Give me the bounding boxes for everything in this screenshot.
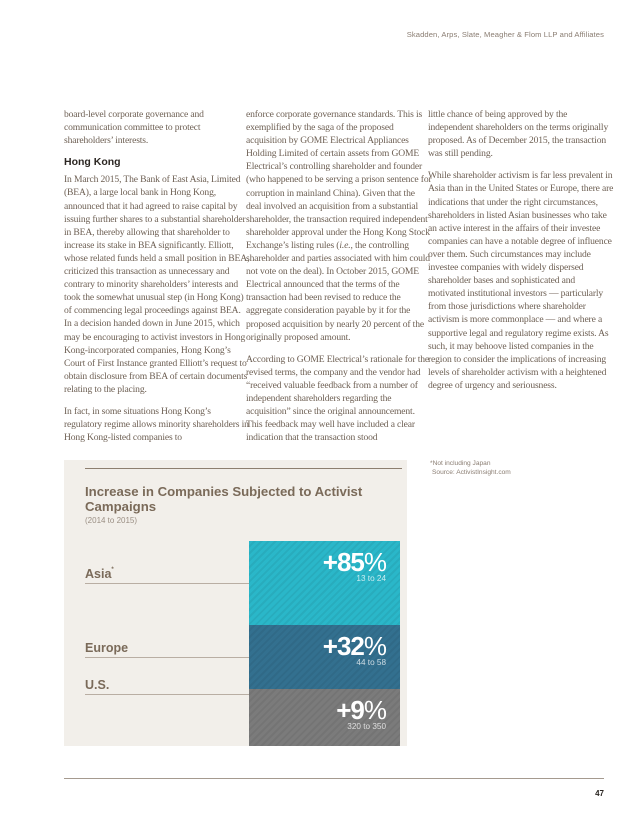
percent-sign: % xyxy=(363,695,386,725)
paragraph: little chance of being approved by the independent shareholders on the terms originally proposed. As of December 2015, the transaction was still pending. xyxy=(428,109,609,160)
text-run: enforce corporate governance standards. This is exemplified by the saga of the proposed acquisition by GOME Electrical Appliances Holding Limited of certain assets from GOME Electrical’s controlling shareholder and founder (who happened to be serving a prison sentence for corruption in mainland China). Given that the deal involved an acquisition from a substantial shareholder, the transaction required independent shareholder approval under the Hong Kong Stock Exchange’s listing rules ( xyxy=(246,109,432,251)
region-name: U.S. xyxy=(85,678,110,692)
percent-value: +32 xyxy=(322,631,364,661)
paragraph: board-level corporate governance and communication committee to protect shareholders’ interests. xyxy=(64,109,204,147)
activist-campaigns-infographic xyxy=(64,460,407,746)
footnote-source: Source: ActivistInsight.com xyxy=(432,469,511,476)
footnote-note: *Not including Japan xyxy=(430,460,491,467)
percent-increase xyxy=(249,633,386,659)
text-column-1 xyxy=(64,108,250,453)
region-leader-line xyxy=(85,694,250,695)
percent-sign: % xyxy=(363,631,386,661)
infographic-title: Increase in Companies Subjected to Activist Campaigns xyxy=(85,484,363,514)
region-leader-line xyxy=(85,583,250,584)
percent-value: +85 xyxy=(322,547,364,577)
page-number: 47 xyxy=(595,789,604,798)
percent-increase xyxy=(249,697,386,723)
count-range: 320 to 350 xyxy=(347,722,386,731)
region-name: Europe xyxy=(85,641,129,655)
region-name: Asia xyxy=(85,567,112,581)
region-label xyxy=(85,678,109,692)
text-column-3 xyxy=(428,108,614,401)
infographic-footnote xyxy=(430,459,511,477)
percent-sign: % xyxy=(363,547,386,577)
italic-text: i.e. xyxy=(339,239,351,251)
count-range: 44 to 58 xyxy=(356,658,386,667)
divider xyxy=(85,468,402,469)
paragraph: According to GOME Electrical’s rationale for the revised terms, the company and the vendor had “received valuable feedback from a number of independent shareholders regarding the acquisition” since the original announcement. This feedback may well have included a clear indication that the transaction stood xyxy=(246,353,430,444)
increase-block xyxy=(249,689,400,746)
footer-divider xyxy=(64,778,604,779)
region-leader-line xyxy=(85,657,250,658)
paragraph: While shareholder activism is far less prevalent in Asia than in the United States or Europe, there are indications that under the right circumstances, shareholders in listed Asian businesses who take an active interest in the affairs of their investee companies can have a notable degree of influence over them. Such circumstances may include investee companies with widely dispersed shareholder bases and sophisticated and motivated institutional investors — particularly from those jurisdictions where shareholder activism is more commonplace — and where a supportive legal and regulatory regime exists. As such, it may behoove listed companies in the region to consider the implications of increasing levels of shareholder activism with a heightened degree of urgency and seriousness. xyxy=(428,170,614,391)
running-header: Skadden, Arps, Slate, Meagher & Flom LLP and Affiliates xyxy=(406,30,604,39)
text-column-2 xyxy=(246,108,432,453)
infographic-subtitle: (2014 to 2015) xyxy=(85,516,138,525)
count-range: 13 to 24 xyxy=(356,574,386,583)
region-label xyxy=(85,641,128,655)
increase-block xyxy=(249,541,400,625)
percent-increase xyxy=(249,549,386,575)
percent-value: +9 xyxy=(336,695,364,725)
paragraph xyxy=(246,108,432,344)
paragraph: In March 2015, The Bank of East Asia, Limited (BEA), a large local bank in Hong Kong, announced that it had agreed to raise capital by issuing further shares to a substantial shareholder in BEA, thereby allowing that shareholder to increase its stake in BEA significantly. Elliott, whose related funds held a small position in BEA, criticized this transaction as unnecessary and contrary to minority shareholders’ interests and took the somewhat unusual step (in Hong Kong) of commencing legal proceedings against BEA. In a decision handed down in June 2015, which may be encouraging to activist investors in Hong Kong-incorporated companies, Hong Kong’s Court of First Instance granted Elliott’s request to obtain disclosure from BEA of certain documents relating to the placing. xyxy=(64,174,250,395)
footnote-mark: * xyxy=(111,567,114,573)
text-run: , the controlling shareholder and parties associated with him could not vote on the deal). In October 2015, GOME Electrical announced that the terms of the transaction had been revised to reduce the aggregate consideration payable by it for the proposed acquisition by nearly 20 percent of the originally proposed amount. xyxy=(246,239,430,343)
increase-block xyxy=(249,625,400,689)
section-heading: Hong Kong xyxy=(64,156,121,169)
paragraph: In fact, in some situations Hong Kong’s regulatory regime allows minority shareholders in Hong Kong-listed companies to xyxy=(64,405,249,444)
region-label xyxy=(85,567,114,581)
